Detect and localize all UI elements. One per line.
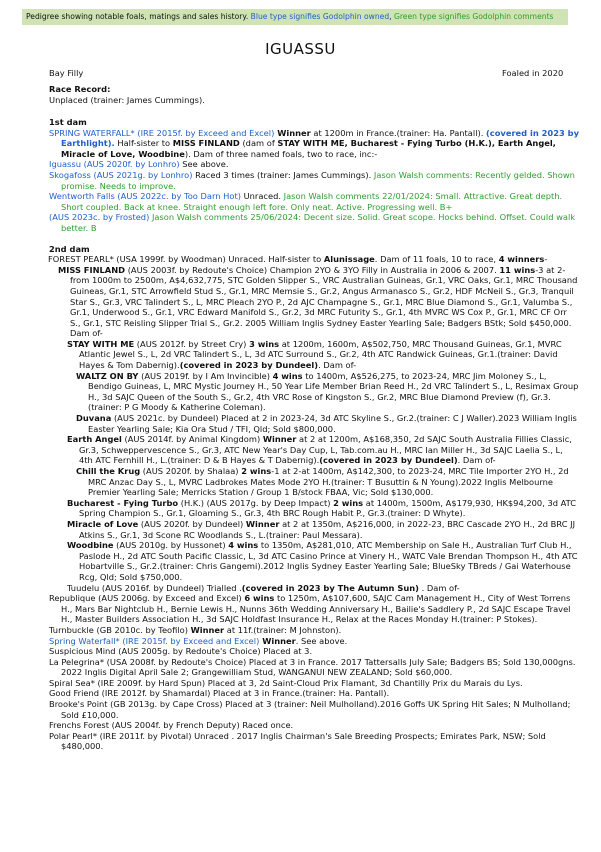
banner-blue-note: Blue type signifies Godolphin owned [250,12,390,21]
first-dam-text1: at 1200m in France.(trainer: Ha. Pantall). [310,127,487,138]
wood-wins: 4 wins [228,540,259,551]
woodbine-entry [67,540,579,582]
pedigree-body [49,117,579,752]
stay-covered: (covered in 2023 by Dundeel) [179,360,319,371]
chill-text: (AUS 2020f. by Shalaa) [140,466,242,476]
brookes-point-entry: Brooke's Point (GB 2013g. by Cape Cross) Placed at 3 (trainer: Neil Mulholland).2016 Goffs UK Spring Hit Sales; N Mulholland; Sold £10,000. [49,699,571,720]
stay-with-me-entry [67,339,579,371]
banner-green-note: Green type signifies Godolphin comments [393,12,554,21]
first-dam-name[interactable]: SPRING WATERFALL* (IRE 2015f. by Exceed and Excel) [49,127,275,138]
buch-rest: at 1400m, 1500m, A$179,930, HK$94,200, 3d ATC Spring Champion S., Gr.1, Gloaming S., Gr.3, 4th BRC Rough Habit P., Gr.3.(trainer: D Whyte). [79,497,577,519]
tuudelu-entry [67,583,579,594]
angel-text: (AUS 2014f. by Animal Kingdom) [121,434,263,445]
race-record-text: Unplaced (trainer: James Cummings). [49,95,205,105]
buch-text: (H.K.) (AUS 2017g. by Deep Impact) [178,497,334,508]
duvana-name: Duvana [76,413,112,424]
buch-name: Bucharest - Fying Turbo [67,497,179,508]
republique-entry [49,593,579,625]
pelegrina-entry: La Pelegrina* (USA 2008f. by Redoute's Choice) Placed at 3 in France. 2017 Tattersalls July Sale; Badgers BS; Sold 130,000gns. 2022 Inglis Digital April Sale 2; Grangewilliam Stud, WANGANUI NEW ZEALAND; Sold $60,000. [49,656,576,678]
second-dam-intro [48,254,579,265]
angel-rest: at 2 at 1200m, A$168,350, 2d SAJC South Australia Fillies Classic, Gr.3, Schweppervescence S., Gr.3, ATC New Year's Day Cup, L, Tab.com.au H., MRC Ian Miller H., 3d SAJC Laelia S., L, 4th ATC Fernhill H., L.(trainer: D & B Hayes & T Dabernig). [79,434,572,466]
foal-1-name[interactable]: Iguassu (AUS 2020f. by Lonhro) [49,159,180,170]
turn-win: Winner [190,624,225,635]
spring-waterfall-entry [49,636,579,647]
miss-finland-name: MISS FINLAND [58,264,126,275]
turnbuckle-entry [49,625,579,636]
first-dam-covered: (covered in 2023 by Earthlight). [61,127,579,149]
first-dam-heading: 1st dam [49,117,87,127]
wood-text: (AUS 2010g. by Hussonet) [113,540,229,551]
first-dam-sib2: STAY WITH ME, Bucharest - Fying Turbo (H.K.), Earth Angel, Miracle of Love, Woodbine [61,138,556,159]
repub-text: Republique (AUS 2006g. by Exceed and Excel) [49,593,245,604]
foal-3-comment: Jason Walsh comments 22/01/2024: Small. Attractive. Great depth. Short coupled. Back at knee. Straight enough left fore. Only neat. Active. Progressing well. B+ [61,191,563,212]
repub-wins: 6 wins [244,593,275,604]
chill-wins: 2 wins [241,466,272,476]
second-dam-intro-3: - [544,254,548,265]
foal-entry-4 [49,212,579,233]
miss-finland-text: (AUS 2003f. by Redoute's Choice) Champion 2YO & 3YO Filly in Australia in 2006 & 2007. [125,264,500,275]
tuudelu-end: . Dam of- [418,582,460,593]
stay-text: (AUS 2012f. by Street Cry) [134,338,250,349]
miss-finland-wins: 11 wins [499,264,536,275]
wood-name: Woodbine [67,540,114,551]
stay-name: STAY WITH ME [67,338,135,349]
chill-entry [76,466,579,498]
suspicious-entry: Suspicious Mind (AUS 2005g. by Redoute's Choice) Placed at 3. [49,646,313,657]
foal-entry-1 [49,159,579,170]
first-dam-text2: Half-sister to [114,138,173,149]
foal-2-name[interactable]: Skogafoss (AUS 2021g. by Lonhro) [49,169,193,180]
miracle-name: Miracle of Love [67,518,139,529]
miracle-text: (AUS 2020f. by Dundeel) [138,518,246,529]
foaled-year: Foaled in 2020 [502,68,564,78]
miss-finland-entry [49,265,579,339]
turn-text: Turnbuckle (GB 2010c. by Teofilo) [49,624,191,635]
foal-3-text: Unraced. [240,191,284,202]
foal-3-name[interactable]: Wentworth Falls (AUS 2022c. by Too Darn Hot) [49,191,241,202]
duvana-rest: (AUS 2021c. by Dundeel) Placed at 2 in 2023-24, 3d ATC Skyline S., Gr.2.(trainer: C J Waller).2023 William Inglis Easter Yearling Sale; Kia Ora Stud / TFI, Qld; Sold $800,000. [88,413,577,434]
stay-rest: at 1200m, 1600m, A$502,750, MRC Thousand Guineas, Gr.1, MVRC Atlantic Jewel S., L, 2d VRC Talindert S., L, 3d ATC Surround S., Gr.2, 4th ATC Randwick Guineas, Gr.1.(trainer: David Hayes & Tom Dabernig). [79,338,562,371]
buch-wins: 2 wins [333,497,364,508]
spring-name[interactable]: Spring Waterfall* (IRE 2015f. by Exceed and Excel) [49,635,260,646]
foal-4-comment: Jason Walsh comments 25/06/2024: Decent size. Solid. Great scope. Hocks behind. Offset. Could walk better. B [61,212,576,233]
tuudelu-text: Tuudelu (AUS 2016f. by Dundeel) Trialled . [67,582,242,593]
waltz-entry [76,371,579,413]
foal-4-name[interactable]: (AUS 2023c. by Frosted) [49,212,150,223]
first-dam-entry [49,128,579,160]
first-dam-text3: (dam of [239,138,278,149]
frenchs-forest-entry: Frenchs Forest (AUS 2004f. by French Deputy) Raced once. [49,720,294,731]
waltz-text: (AUS 2019f. by I Am Invincible) [138,370,273,381]
second-dam-heading: 2nd dam [49,243,90,254]
foal-2-comment: Jason Walsh comments: Recently gelded. Shown promise. Needs to improve. [61,169,575,191]
polar-pearl-entry: Polar Pearl* (IRE 2011f. by Pivotal) Unraced . 2017 Inglis Chairman's Sale Breeding Prospects; Emirates Park, NSW; Sold $480,000. [49,730,546,752]
horse-name-title: IGUASSU [265,40,336,58]
angel-end: . Dam of- [457,455,496,466]
waltz-rest: to 1400m, A$526,275, to 2023-24, MRC Jim Moloney S., L, Bendigo Guineas, L, MRC Mystic Journey H., 50 Year Life Member Brian Reed H., 2d VRC Talindert S., L, Resimax Group H., 3d SAJC Queen of the South S., Gr.2, 4th VRC Rose of Kingston S., Gr.2, MRC Blue Diamond Preview (f), Gr.3.(trainer: P G Moody & Katherine Coleman). [88,370,579,413]
spiral-entry: Spiral Sea* (IRE 2009f. by Hard Spun) Placed at 3, 2d Saint-Cloud Prix Flamant, 3d Chantilly Prix du Marais du Lys. [49,677,523,688]
foal-entry-2 [49,170,579,191]
waltz-wins: 4 wins [272,370,303,381]
second-dam-intro-1: FOREST PEARL* (USA 1999f. by Woodman) Unraced. Half-sister to [48,254,324,265]
second-dam-intro-b2: 4 winners [498,254,545,265]
chill-name: Chill the Krug [76,466,141,476]
second-dam-intro-b1: Alunissage [323,254,375,265]
header-banner [22,9,568,25]
foal-2-text: Raced 3 times (trainer: James Cummings). [192,169,374,180]
second-dam-intro-2: . Dam of 11 foals, 10 to race, [374,254,499,265]
miracle-rest: at 2 at 1350m, A$216,000, in 2022-23, BRC Cascade 2YO H., 2d BRC JJ Atkins S., Gr.1, 3d Scone RC Woodlands S., L.(trainer: Paul Messara). [79,518,576,540]
first-dam-win: Winner [274,127,311,138]
miss-finland-rest: VRC Australian Guineas, Gr.1, VRC Oaks, Gr.1, MRC Thousand Guineas, Gr.1, STC Arrowfield Stud S., Gr.1, MRC Memsie S., Gr.2, Angus Armanasco S., Gr.2, HDF McNeil S., Gr.3, Tranquil Star S., Gr.3, VRC Talindert S., L, MRC Pleach 2YO P., 2d AJC Champagne S., Gr.1, MRC Blue Diamond S., Gr.1, Valumba S., Gr.1, Underwood S., Gr.1, VRC Edward Manifold S., Gr.2, 3d MRC Futurity S., Gr.1, 4th MVRC WS Cox P., Gr.1, MRC CF Orr S., Gr.1, STC Reisling Slipper Trial S., Gr.2. 2005 William Inglis Sydney Easter Yearling Sale; Badgers BStk; Sold $450,000. Dam of- [70,275,578,339]
foal-1-text: See above. [179,159,229,170]
banner-prefix: Pedigree showing notable foals, matings and sales history. [26,12,251,21]
spring-win: Winner [259,635,296,646]
race-record-label: Race Record: [49,84,111,94]
turn-rest: at 11f.(trainer: M Johnston). [224,624,342,635]
miracle-win: Winner [245,518,280,529]
stay-wins: 3 wins [249,338,280,349]
foal-entry-3 [49,191,579,212]
stay-end: . Dam of- [318,360,357,371]
angel-win: Winner [262,434,297,445]
chill-rest: -1 at 2-at 1400m, A$142,300, to 2023-24, MRC Tile Importer 2YO H., 2d MRC Anzac Day S., L, MVRC Ladbrokes Mates Mode 2YO H.(trainer: T Busuttin & N Young).2022 Inglis Melbourne Premier Yearling Sale; Merricks Station / Group 1 B/stock FBAA, Vic; Sold $130,000. [88,466,569,498]
duvana-entry [76,413,579,434]
spring-rest: . See above. [295,635,348,646]
wood-rest: to 1350m, A$281,010, ATC Membership on Sale H., Australian Turf Club H., Paslode H., 2d ATC South Pacific Classic, L, 3d ATC Casino Prince at Vinery H., WATC Vale Brendan Thompson H., 4th ATC Hobartville S., Gr.2.(trainer: Chris Gangemi).2012 Inglis Sydney Easter Yearling Sale; BlueSky TBreds / Gai Waterhouse Rcg, Qld; Sold $750,000. [79,540,578,582]
bucharest-entry [67,498,579,519]
earth-angel-entry [67,434,579,466]
waltz-name: WALTZ ON BY [76,370,139,381]
angel-covered: (covered in 2023 by Dundeel) [319,455,458,466]
first-dam-text4: ). Dam of three named foals, two to race, inc:- [184,148,378,159]
miracle-entry [67,519,579,540]
repub-rest: to 1250m, A$107,600, SAJC Cam Management H., City of West Torrens H., Mars Bar Nightclub H., Bernie Lewis H., Nunns 36th Wedding Anniversary H., Bailie's Saddlery P., 2d SAJC Escape Travel H., Master Builders Association H., 3d SAJC Holdfast Insurance H., Relax at the Races Monday H.(trainer: P Stokes). [61,593,571,625]
miss-finland-text2: -3 at 2-from 1000m to 2500m, A$4,632,775, STC Golden Slipper S., [70,264,566,286]
horse-sex: Bay Filly [49,68,84,78]
good-friend-entry: Good Friend (IRE 2012f. by Shamardal) Placed at 3 in France.(trainer: Ha. Pantall). [49,688,390,699]
banner-separator: , [389,12,394,21]
angel-name: Earth Angel [67,434,122,445]
first-dam-sib1: MISS FINLAND [172,138,240,149]
tuudelu-covered: (covered in 2023 by The Autumn Sun) [241,582,419,593]
